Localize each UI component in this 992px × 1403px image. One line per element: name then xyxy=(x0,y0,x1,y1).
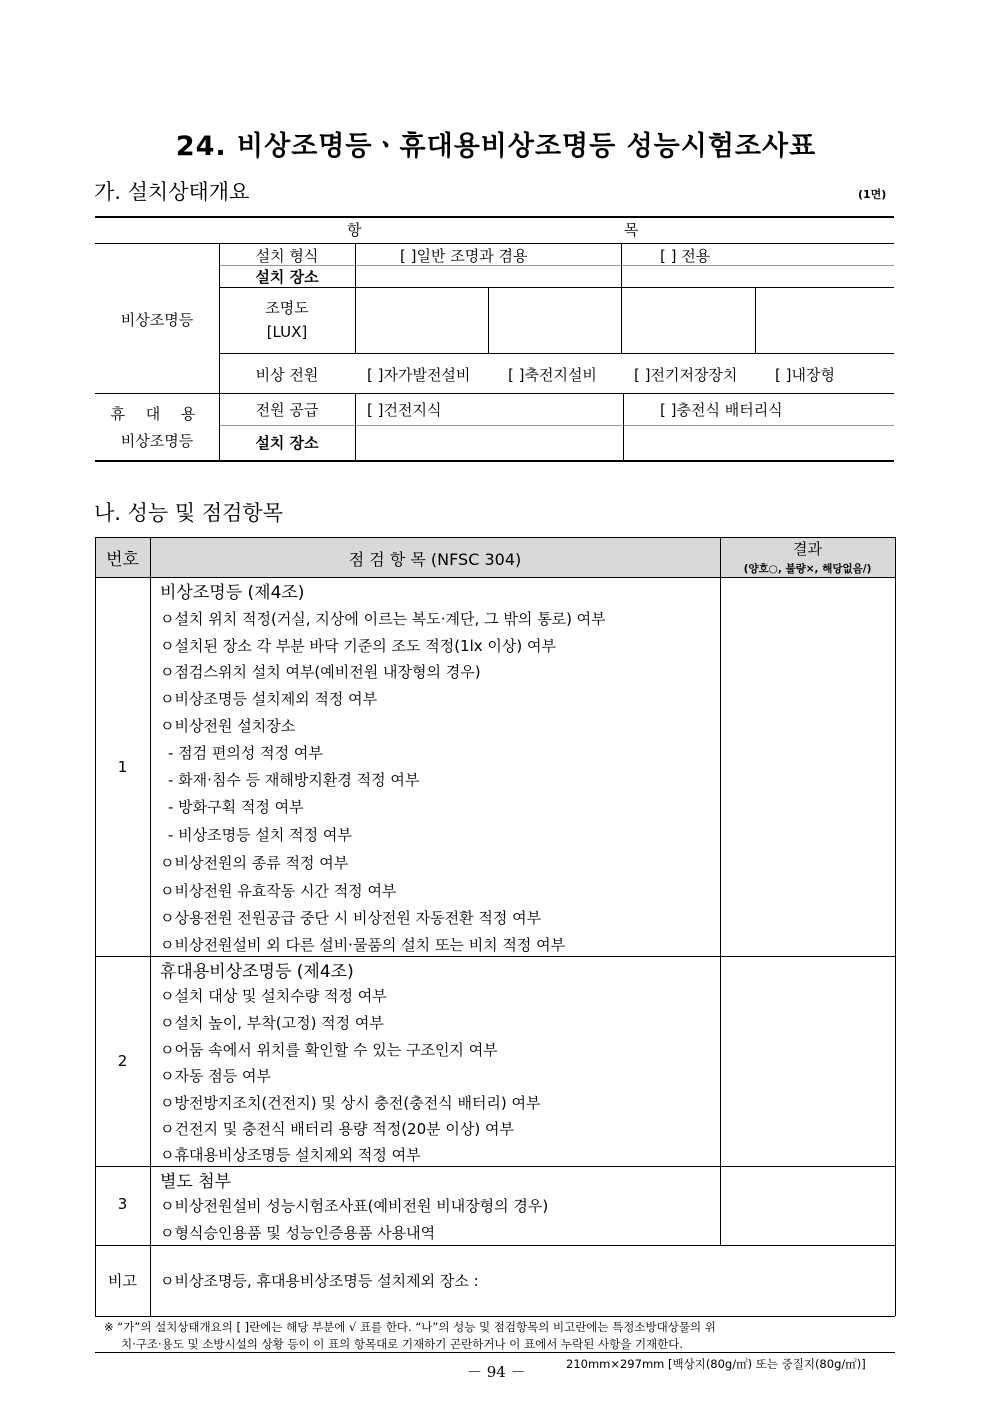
list-item: ㅇ점검스위치 설치 여부(예비전원 내장형의 경우) xyxy=(160,663,481,681)
supply-option-rechargeable[interactable]: [ ]충전식 배터리식 xyxy=(660,401,783,419)
col-no-header: 번호 xyxy=(106,550,139,570)
group-2-category: 휴대용비상조명등 (제4조) xyxy=(160,962,354,982)
emergency-light-label: 비상조명등 xyxy=(120,311,194,329)
list-item: - 점검 편의성 적정 여부 xyxy=(168,744,323,762)
remark-text[interactable]: ㅇ비상조명등, 휴대용비상조명등 설치제외 장소 : xyxy=(160,1272,479,1290)
list-item: ㅇ어둠 속에서 위치를 확인할 수 있는 구조인지 여부 xyxy=(160,1041,498,1059)
list-item: ㅇ자동 점등 여부 xyxy=(160,1067,271,1085)
list-item: - 방화구획 적정 여부 xyxy=(168,798,304,816)
list-item: ㅇ형식승인용품 및 성능인증용품 사용내역 xyxy=(160,1224,436,1242)
list-item: ㅇ설치 위치 적정(거실, 지상에 이르는 복도·계단, 그 밖의 통로) 여부 xyxy=(160,610,606,628)
paper-spec: 210mm×297mm [백상지(80g/㎡) 또는 중질지(80g/㎡)] xyxy=(566,1357,866,1371)
remark-label: 비고 xyxy=(108,1272,137,1290)
list-item: ㅇ비상조명등 설치제외 적정 여부 xyxy=(160,690,378,708)
list-item: ㅇ방전방지조치(건전지) 및 상시 충전(충전식 배터리) 여부 xyxy=(160,1094,541,1112)
group-3-category: 별도 첨부 xyxy=(160,1172,232,1192)
list-item: ㅇ설치 대상 및 설치수량 적정 여부 xyxy=(160,987,387,1005)
illuminance-unit: [LUX] xyxy=(266,323,308,341)
power-supply-label: 전원 공급 xyxy=(255,401,319,419)
page-mark: (1면) xyxy=(858,188,887,201)
list-item: ㅇ비상전원설비 외 다른 설비·물품의 설치 또는 비치 적정 여부 xyxy=(160,936,566,954)
illuminance-label: 조명도 xyxy=(265,299,309,317)
col-items-header: 점 검 항 목 (NFSC 304) xyxy=(348,550,522,569)
group-1-number: 1 xyxy=(117,758,128,776)
footnote-line-1: ※ “가”의 설치상태개요의 [ ]란에는 해당 부분에 √ 표를 한다. “나”의 성능 및 점검항목의 비고란에는 특정소방대상물의 위 xyxy=(104,1320,716,1334)
power-option-builtin[interactable]: [ ]내장형 xyxy=(775,366,835,384)
list-item: ㅇ비상전원의 종류 적정 여부 xyxy=(160,854,349,872)
list-item: ㅇ상용전원 전원공급 중단 시 비상전원 자동전환 적정 여부 xyxy=(160,909,542,927)
power-option-generator[interactable]: [ ]자가발전설비 xyxy=(367,366,471,384)
emergency-power-label: 비상 전원 xyxy=(255,366,319,384)
list-item: - 화재·침수 등 재해방지환경 적정 여부 xyxy=(168,771,420,789)
install-type-option-combined[interactable]: [ ]일반 조명과 겸용 xyxy=(400,247,528,265)
group-2-number: 2 xyxy=(117,1052,128,1070)
footnote-line-2: 치·구조·용도 및 소방시설의 상황 등이 이 표의 항목대로 기재하기 곤란하거나 이 표에서 누락된 사항을 기재한다. xyxy=(121,1337,684,1351)
list-item: ㅇ설치 높이, 부착(고정) 적정 여부 xyxy=(160,1014,384,1032)
install-type-option-dedicated[interactable]: [ ] 전용 xyxy=(660,247,711,265)
result-cell-2[interactable] xyxy=(721,957,894,1165)
list-item: ㅇ휴대용비상조명등 설치제외 적정 여부 xyxy=(160,1146,421,1164)
list-item: ㅇ비상전원 설치장소 xyxy=(160,717,296,735)
list-item: ㅇ비상전원설비 성능시험조사표(예비전원 비내장형의 경우) xyxy=(160,1197,549,1215)
header-item-2: 목 xyxy=(624,221,639,239)
section-a-heading: 가. 설치상태개요 xyxy=(94,180,250,204)
list-item: ㅇ건전지 및 충전식 배터리 용량 적정(20분 이상) 여부 xyxy=(160,1120,514,1138)
list-item: ㅇ설치된 장소 각 부분 바닥 기준의 조도 적정(1lx 이상) 여부 xyxy=(160,637,556,655)
header-item-1: 항 xyxy=(347,221,362,239)
group-3-number: 3 xyxy=(117,1195,128,1213)
install-place-label: 설치 장소 xyxy=(255,268,319,286)
install-type-label: 설치 형식 xyxy=(255,247,319,265)
portable-light-label-1: 휴 대 용 xyxy=(110,405,204,423)
portable-light-label-2: 비상조명등 xyxy=(120,432,194,450)
power-option-storage[interactable]: [ ]전기저장장치 xyxy=(634,366,738,384)
list-item: ㅇ비상전원 유효작동 시간 적정 여부 xyxy=(160,882,397,900)
list-item: - 비상조명등 설치 적정 여부 xyxy=(168,826,352,844)
col-result-legend: (양호○, 불량×, 해당없음/) xyxy=(743,563,872,575)
col-result-header: 결과 xyxy=(793,540,822,558)
power-option-battery[interactable]: [ ]축전지설비 xyxy=(508,366,597,384)
supply-option-dry-cell[interactable]: [ ]건전지식 xyxy=(367,401,442,419)
portable-install-place-label: 설치 장소 xyxy=(255,434,319,452)
page-title: 24. 비상조명등ㆍ휴대용비상조명등 성능시험조사표 xyxy=(175,131,817,162)
section-b-heading: 나. 성능 및 점검항목 xyxy=(94,501,283,525)
result-cell-3[interactable] xyxy=(721,1167,894,1244)
page-number: － 94 － xyxy=(467,1363,526,1381)
result-cell-1[interactable] xyxy=(721,578,894,955)
group-1-category: 비상조명등 (제4조) xyxy=(160,583,305,603)
